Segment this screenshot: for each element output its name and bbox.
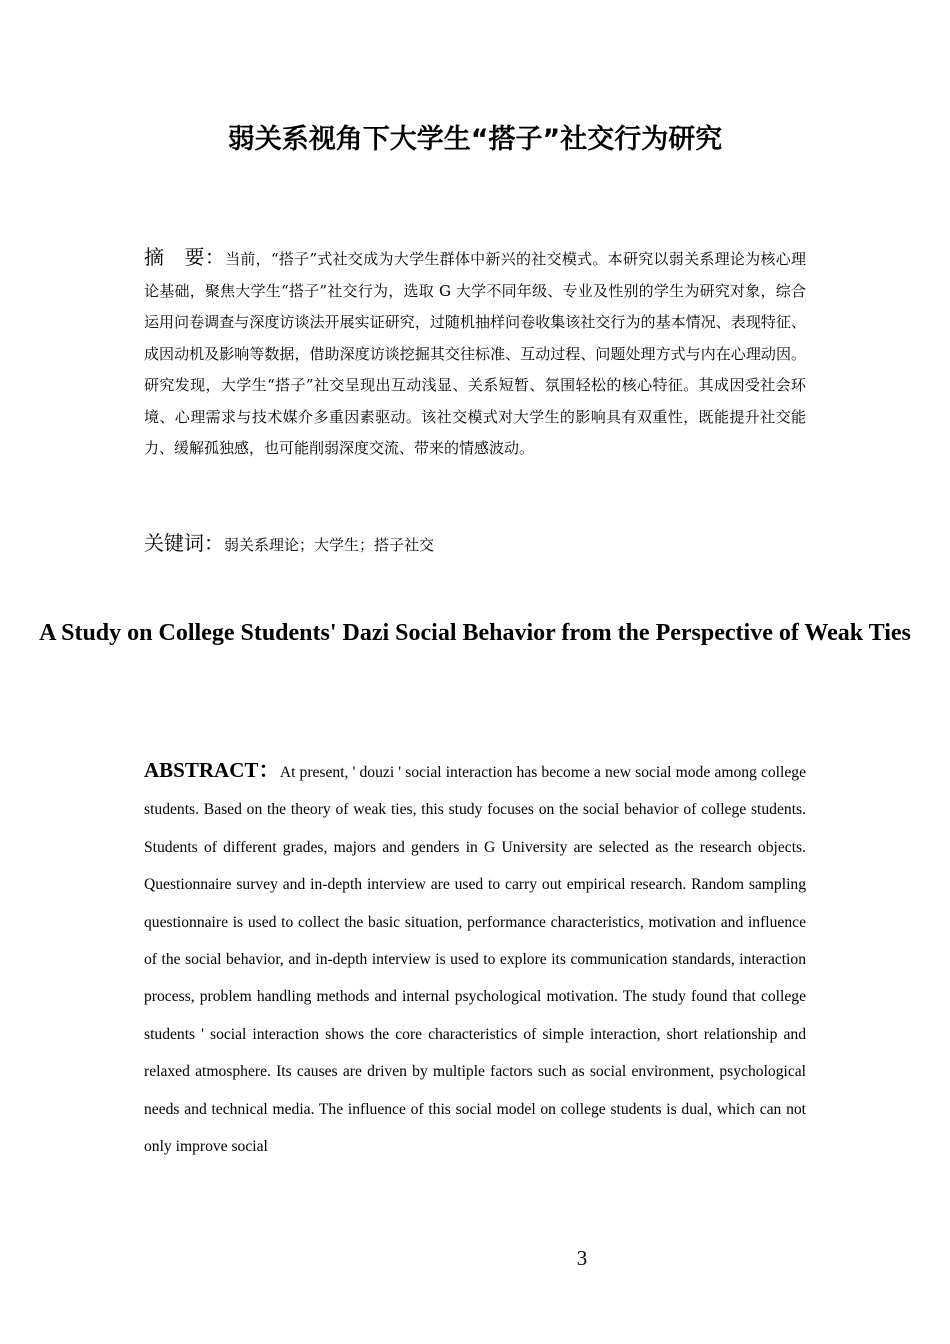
chinese-abstract [144,242,806,465]
english-abstract [144,752,806,1165]
chinese-abstract-text: 当前，“搭子”式社交成为大学生群体中新兴的社交模式。本研究以弱关系理论为核心理论基础，聚焦大学生“搭子”社交行为，选取 G 大学不同年级、专业及性别的学生为研究对象，综合运用问卷调查与深度访谈法开展实证研究，过随机抽样问卷收集该社交行为的基本情况、表现特征、成因动机及影响等数据，借助深度访谈挖掘其交往标准、互动过程、问题处理方式与内在心理动因。研究发现，大学生“搭子”社交呈现出互动浅显、关系短暂、氛围轻松的核心特征。其成因受社会环境、心理需求与技术媒介多重因素驱动。该社交模式对大学生的影响具有双重性，既能提升社交能力、缓解孤独感，也可能削弱深度交流、带来的情感波动。 [144,250,807,457]
english-title: A Study on College Students' Dazi Social Behavior from the Perspective of Weak Ties [39,620,911,646]
chinese-keywords-text: 弱关系理论；大学生；搭子社交 [224,536,435,554]
chinese-keywords [144,526,806,562]
english-abstract-text: At present, ' douzi ' social interaction has become a new social mode among college students. Based on the theory of weak ties, this study focuses on the social behavior of college students. Students of different grades, majors and genders in G University are selected as the research objects. Questionnaire survey and in-depth interview are used to carry out empirical research. Random sampling questionnaire is used to collect the basic situation, performance characteristics, motivation and influence of the social behavior, and in-depth interview is used to explore its communication standards, interaction process, problem handling methods and internal psychological motivation. The study found that college students ' social interaction shows the core characteristics of simple interaction, short relationship and relaxed atmosphere. Its causes are driven by multiple factors such as social environment, psychological needs and technical media. The influence of this social model on college students is dual, which can not only improve social [144,764,806,1156]
chinese-abstract-label: 摘 要： [144,245,226,269]
page-number: 3 [576,1246,588,1270]
chinese-title: 弱关系视角下大学生“搭子”社交行为研究 [227,124,723,155]
english-abstract-label: ABSTRACT： [144,758,280,782]
chinese-keywords-label: 关键词： [144,531,224,555]
